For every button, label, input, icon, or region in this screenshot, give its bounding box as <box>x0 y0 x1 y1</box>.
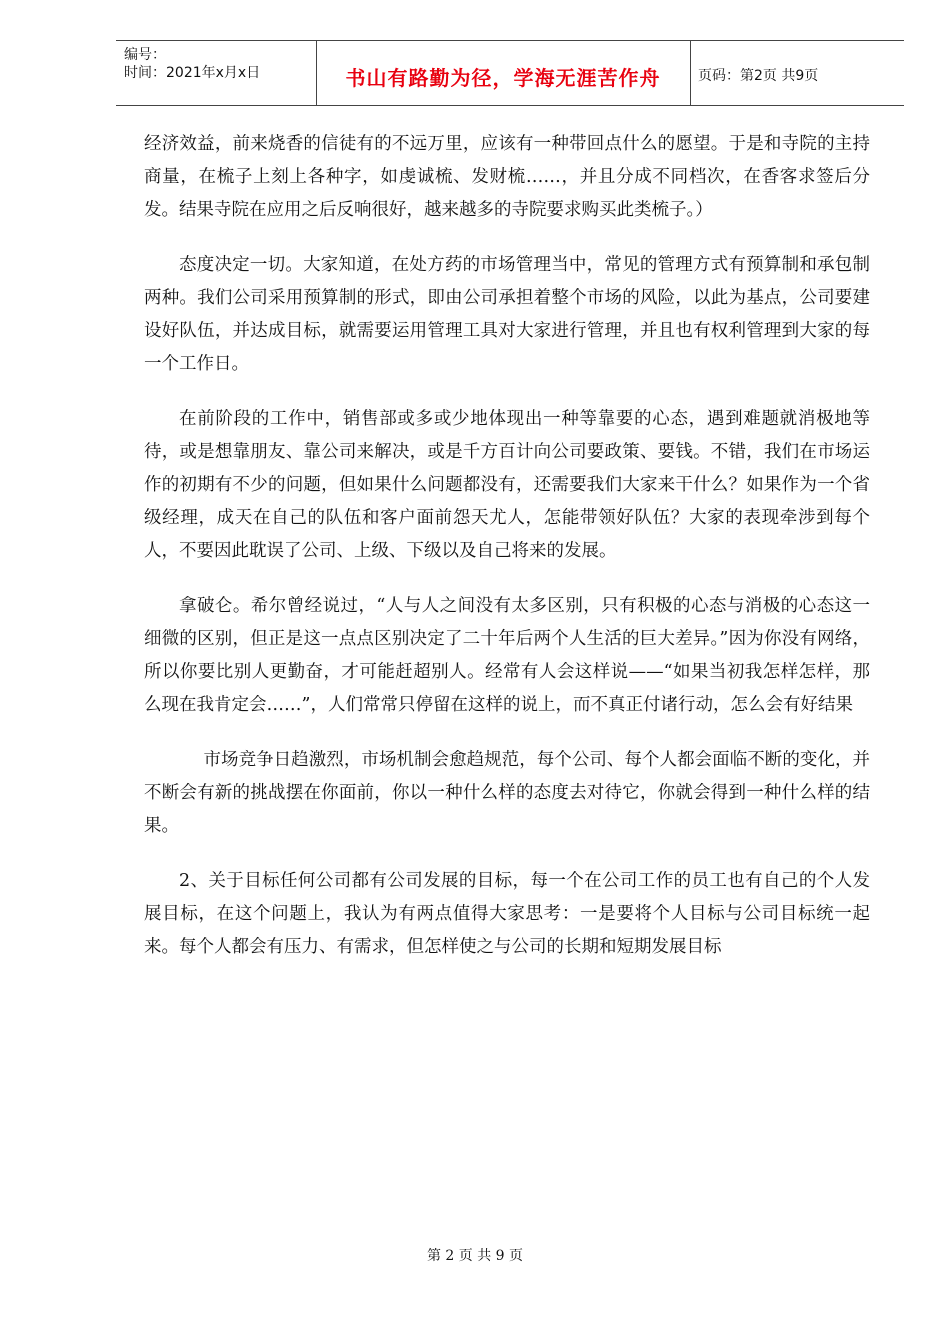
page-footer <box>0 1245 950 1265</box>
header-page-number: 页码：第2页 共9页 <box>698 68 819 84</box>
header-meta-cell <box>116 41 317 105</box>
paragraph-2: 态度决定一切。大家知道，在处方药的市场管理当中，常见的管理方式有预算制和承包制两种。我们公司采用预算制的形式，即由公司承担着整个市场的风险，以此为基点，公司要建设好队伍，并达成目标，就需要运用管理工具对大家进行管理，并且也有权利管理到大家的每一个工作日。 <box>144 255 870 374</box>
paragraph-6: 2、关于目标任何公司都有公司发展的目标，每一个在公司工作的员工也有自己的个人发展目标，在这个问题上，我认为有两点值得大家思考：一是要将个人目标与公司目标统一起来。每个人都会有压力、有需求，但怎样使之与公司的长期和短期发展目标 <box>144 871 870 957</box>
document-number-label: 编号： <box>124 47 166 63</box>
document-time-label: 时间：2021年x月x日 <box>124 65 261 81</box>
document-body <box>144 128 870 986</box>
paragraph-5: 市场竞争日趋激烈，市场机制会愈趋规范，每个公司、每个人都会面临不断的变化，并不断会有新的挑战摆在你面前，你以一种什么样的态度去对待它，你就会得到一种什么样的结果。 <box>144 750 870 836</box>
header-motto-cell <box>316 41 691 105</box>
footer-page-number: 第 2 页 共 9 页 <box>426 1248 524 1264</box>
page-header <box>116 40 904 106</box>
paragraph-4: 拿破仑。希尔曾经说过，“人与人之间没有太多区别，只有积极的心态与消极的心态这一细微的区别，但正是这一点点区别决定了二十年后两个人生活的巨大差异。”因为你没有网络，所以你要比别人更勤奋，才可能赶超别人。经常有人会这样说——“如果当初我怎样怎样，那么现在我肯定会……”，人们常常只停留在这样的说上，而不真正付诸行动，怎么会有好结果 <box>144 596 870 715</box>
paragraph-3: 在前阶段的工作中，销售部或多或少地体现出一种等靠要的心态，遇到难题就消极地等待，或是想靠朋友、靠公司来解决，或是千方百计向公司要政策、要钱。不错，我们在市场运作的初期有不少的问题，但如果什么问题都没有，还需要我们大家来干什么？如果作为一个省级经理，成天在自己的队伍和客户面前怨天尤人，怎能带领好队伍？大家的表现牵涉到每个人，不要因此耽误了公司、上级、下级以及自己将来的发展。 <box>144 409 870 561</box>
header-motto: 书山有路勤为径，学海无涯苦作舟 <box>345 66 661 90</box>
header-page-cell <box>690 41 904 105</box>
paragraph-1: 经济效益，前来烧香的信徒有的不远万里，应该有一种带回点什么的愿望。于是和寺院的主持商量，在梳子上刻上各种字，如虔诚梳、发财梳……，并且分成不同档次，在香客求签后分发。结果寺院在应用之后反响很好，越来越多的寺院要求购买此类梳子。） <box>144 134 870 220</box>
